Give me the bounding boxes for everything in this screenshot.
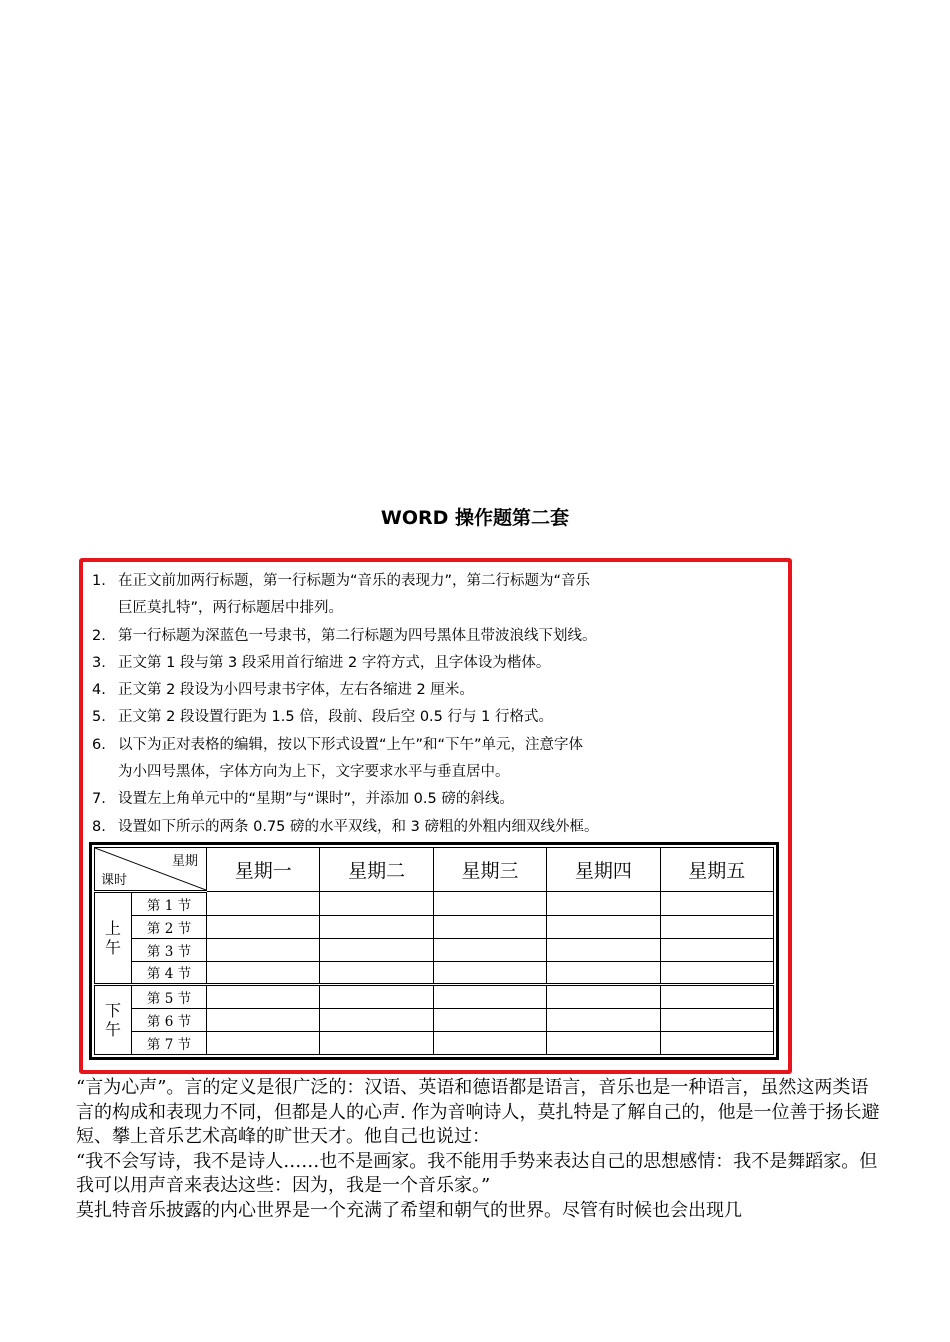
period-label: 第 6 节 [132, 1009, 207, 1032]
period-label: 第 3 节 [132, 938, 207, 961]
instruction-item: 1. 在正文前加两行标题，第一行标题为“音乐的表现力”，第二行标题为“音乐 巨匠莫扎特”，两行标题居中排列。 [92, 573, 591, 617]
body-paragraph: “我不会写诗，我不是诗人……也不是画家。我不能用手势来表达自己的思想感情：我不是舞蹈家。但我可以用声音来表达这些：因为，我是一个音乐家。” [76, 1150, 878, 1196]
corner-cell [95, 848, 207, 892]
instruction-item: 6. 以下为正对表格的编辑，按以下形式设置“上午”和“下午”单元，注意字体 为小四号黑体，字体方向为上下，文字要求水平与垂直居中。 [92, 736, 584, 781]
schedule-table [89, 842, 779, 1060]
table-cell [547, 915, 660, 938]
day-header: 星期五 [660, 848, 773, 892]
instruction-item: 4. 正文第 2 段设为小四号隶书字体，左右各缩进 2 厘米。 [92, 682, 474, 699]
table-cell [207, 961, 320, 985]
day-header: 星期一 [207, 848, 320, 892]
page-title: WORD 操作题第二套 [380, 507, 570, 529]
table-cell [207, 1009, 320, 1032]
table-cell [660, 915, 773, 938]
table-cell [320, 1032, 433, 1055]
table-cell [320, 915, 433, 938]
period-label: 第 7 节 [132, 1032, 207, 1055]
table-cell [660, 892, 773, 916]
table-cell [320, 985, 433, 1009]
table-cell [547, 892, 660, 916]
table-cell [660, 1032, 773, 1055]
table-cell [547, 961, 660, 985]
table-row [95, 1009, 774, 1032]
table-header-row [95, 848, 774, 892]
table-cell [320, 892, 433, 916]
table-cell [207, 915, 320, 938]
instruction-list [92, 568, 780, 841]
corner-label-period: 课时 [101, 873, 128, 888]
body-paragraph: “言为心声”。言的定义是很广泛的：汉语、英语和德语都是语言，音乐也是一种语言，虽然这两类语言的构成和表现力不同，但都是人的心声. 作为音响诗人，莫扎特是了解自己的，他是一位善于扬长避短、攀上音乐艺术高峰的旷世天才。他自己也说过： [76, 1077, 880, 1147]
table-cell [433, 892, 546, 916]
corner-label-day: 星期 [171, 854, 198, 869]
instruction-item: 7. 设置左上角单元中的“星期”与“课时”，并添加 0.5 磅的斜线。 [92, 791, 514, 808]
table-cell [433, 1009, 546, 1032]
afternoon-label: 下 午 [95, 985, 132, 1055]
day-header: 星期四 [547, 848, 660, 892]
period-label: 第 5 节 [132, 985, 207, 1009]
table-cell [207, 1032, 320, 1055]
table-cell [320, 1009, 433, 1032]
day-header: 星期三 [433, 848, 546, 892]
table-cell [433, 985, 546, 1009]
period-label: 第 1 节 [132, 892, 207, 916]
table-cell [207, 985, 320, 1009]
table-cell [660, 1009, 773, 1032]
table-cell [320, 938, 433, 961]
instruction-item: 8. 设置如下所示的两条 0.75 磅的水平双线，和 3 磅粗的外粗内细双线外框。 [92, 818, 599, 835]
table-cell [433, 1032, 546, 1055]
table-cell [660, 961, 773, 985]
table-cell [207, 892, 320, 916]
table-cell [433, 961, 546, 985]
period-label: 第 2 节 [132, 915, 207, 938]
table-cell [433, 938, 546, 961]
table-cell [547, 985, 660, 1009]
table-cell [547, 1032, 660, 1055]
task-instructions-box [79, 558, 792, 1074]
morning-label: 上 午 [95, 892, 132, 985]
table-row [95, 938, 774, 961]
table-cell [433, 915, 546, 938]
table-cell [320, 961, 433, 985]
instruction-item: 2. 第一行标题为深蓝色一号隶书，第二行标题为四号黑体且带波浪线下划线。 [92, 627, 597, 644]
body-text [76, 1076, 886, 1223]
table-cell [547, 938, 660, 961]
table-row [95, 915, 774, 938]
period-label: 第 4 节 [132, 961, 207, 985]
instruction-item: 3. 正文第 1 段与第 3 段采用首行缩进 2 字符方式，且字体设为楷体。 [92, 654, 551, 671]
table-cell [660, 985, 773, 1009]
instruction-item: 5. 正文第 2 段设置行距为 1.5 倍，段前、段后空 0.5 行与 1 行格式。 [92, 709, 553, 726]
table-cell [207, 938, 320, 961]
table-cell [660, 938, 773, 961]
table-cell [547, 1009, 660, 1032]
table-row [95, 961, 774, 985]
table-row [95, 1032, 774, 1055]
table-row [95, 985, 774, 1009]
day-header: 星期二 [320, 848, 433, 892]
body-paragraph: 莫扎特音乐披露的内心世界是一个充满了希望和朝气的世界。尽管有时候也会出现几 [76, 1199, 742, 1221]
table-row [95, 892, 774, 916]
